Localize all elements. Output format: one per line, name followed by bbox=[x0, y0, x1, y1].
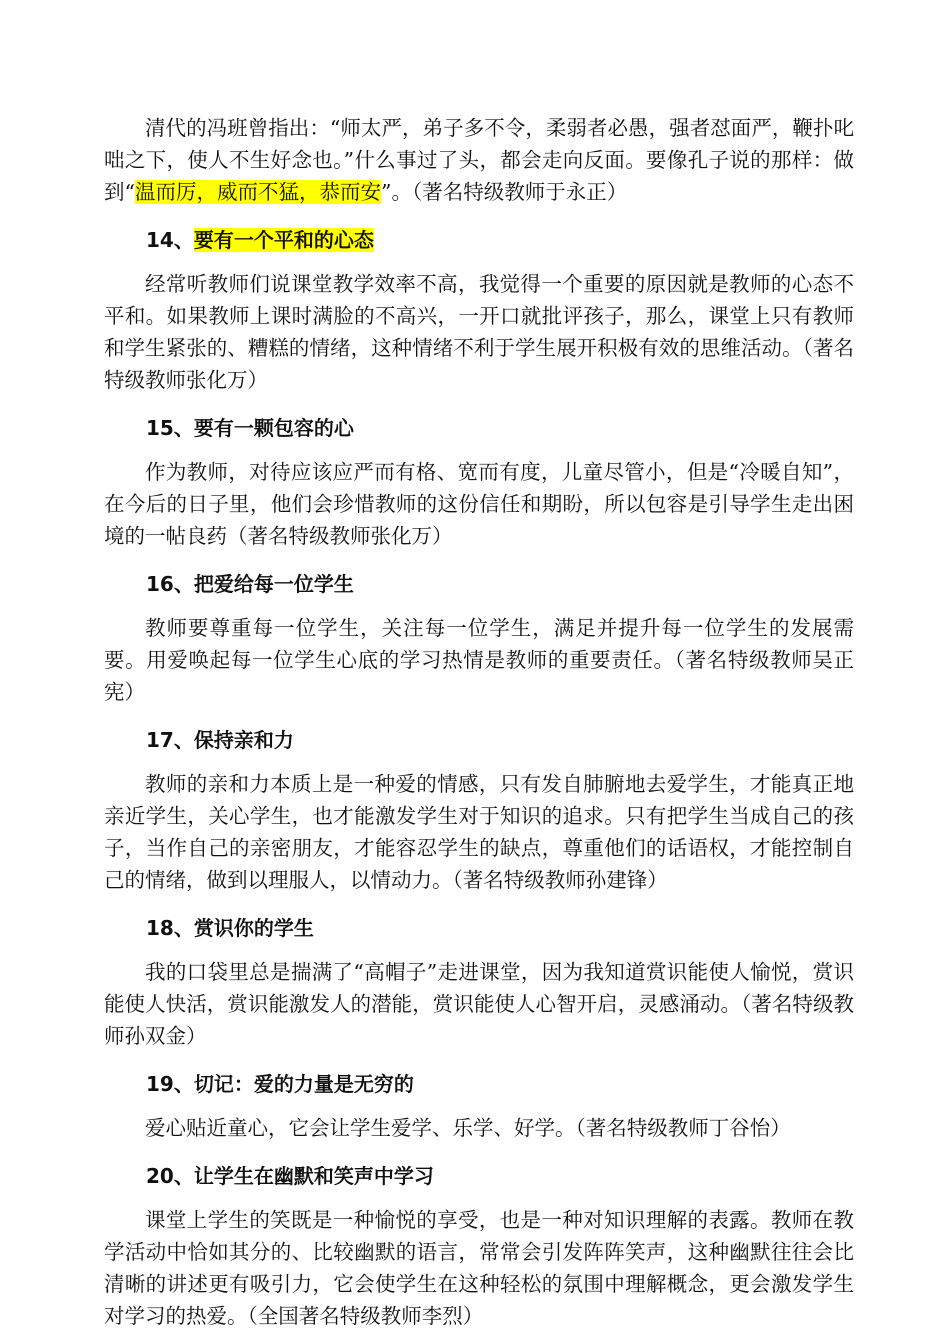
paragraph-15: 作为教师，对待应该应严而有格、宽而有度，儿童尽管小，但是“冷暖自知”，在今后的日子里，他们会珍惜教师的这份信任和期盼，所以包容是引导学生走出困境的一帖良药（著名特级教师张化万） bbox=[104, 460, 854, 548]
paragraph-19: 爱心贴近童心，它会让学生爱学、乐学、好学。（著名特级教师丁谷怡） bbox=[145, 1116, 791, 1140]
heading-title: 赏识你的学生 bbox=[193, 916, 314, 940]
heading-number: 16、 bbox=[146, 572, 194, 596]
heading-number: 14、 bbox=[146, 228, 194, 252]
heading-15 bbox=[104, 413, 854, 443]
heading-title: 把爱给每一位学生 bbox=[193, 572, 354, 596]
heading-title-highlighted: 要有一个平和的心态 bbox=[193, 228, 374, 252]
heading-title: 切记：爱的力量是无穷的 bbox=[193, 1072, 414, 1096]
heading-number: 18、 bbox=[146, 916, 194, 940]
paragraph-intro-text-1: 清代的冯班曾指出：“师太严，弟子多不令，柔弱者必愚，强者怼面严，鞭扑叱咄之下，使人不生好念也。”什么事过了头，都会走向反面。要像孔子说的那样：做到“ bbox=[104, 116, 854, 204]
heading-20 bbox=[104, 1161, 854, 1191]
heading-number: 17、 bbox=[146, 728, 194, 752]
heading-title: 要有一颗包容的心 bbox=[193, 416, 354, 440]
heading-14 bbox=[104, 225, 854, 255]
paragraph-20: 课堂上学生的笑既是一种愉悦的享受，也是一种对知识理解的表露。教师在教学活动中恰如其分的、比较幽默的语言，常常会引发阵阵笑声，这种幽默往往会比清晰的讲述更有吸引力，它会使学生在这种轻松的氛围中理解概念，更会激发学生对学习的热爱。（全国著名特级教师李烈） bbox=[104, 1208, 854, 1328]
heading-17 bbox=[104, 725, 854, 755]
highlighted-quote: 温而厉，威而不猛，恭而安 bbox=[134, 180, 381, 204]
paragraph-16: 教师要尊重每一位学生，关注每一位学生，满足并提升每一位学生的发展需要。用爱唤起每一位学生心底的学习热情是教师的重要责任。（著名特级教师吴正宪） bbox=[104, 616, 854, 704]
heading-16 bbox=[104, 569, 854, 599]
heading-number: 20、 bbox=[146, 1164, 194, 1188]
heading-19 bbox=[104, 1069, 854, 1099]
paragraph-18: 我的口袋里总是揣满了“高帽子”走进课堂，因为我知道赏识能使人愉悦，赏识能使人快活，赏识能激发人的潜能，赏识能使人心智开启，灵感涌动。（著名特级教师孙双金） bbox=[104, 960, 854, 1048]
heading-number: 15、 bbox=[146, 416, 194, 440]
heading-18 bbox=[104, 913, 854, 943]
paragraph-intro bbox=[104, 112, 854, 208]
heading-number: 19、 bbox=[146, 1072, 194, 1096]
paragraph-intro-text-2: ”。（著名特级教师于永正） bbox=[380, 180, 628, 204]
heading-title: 保持亲和力 bbox=[193, 728, 294, 752]
paragraph-17: 教师的亲和力本质上是一种爱的情感，只有发自肺腑地去爱学生，才能真正地亲近学生，关心学生，也才能激发学生对于知识的追求。只有把学生当成自己的孩子，当作自己的亲密朋友，才能容忍学生的缺点，尊重他们的话语权，才能控制自己的情绪，做到以理服人，以情动力。（著名特级教师孙建锋） bbox=[104, 772, 854, 892]
heading-title: 让学生在幽默和笑声中学习 bbox=[193, 1164, 434, 1188]
paragraph-14: 经常听教师们说课堂教学效率不高，我觉得一个重要的原因就是教师的心态不平和。如果教师上课时满脸的不高兴，一开口就批评孩子，那么，课堂上只有教师和学生紧张的、糟糕的情绪，这种情绪不利于学生展开积极有效的思维活动。（著名特级教师张化万） bbox=[104, 272, 854, 392]
